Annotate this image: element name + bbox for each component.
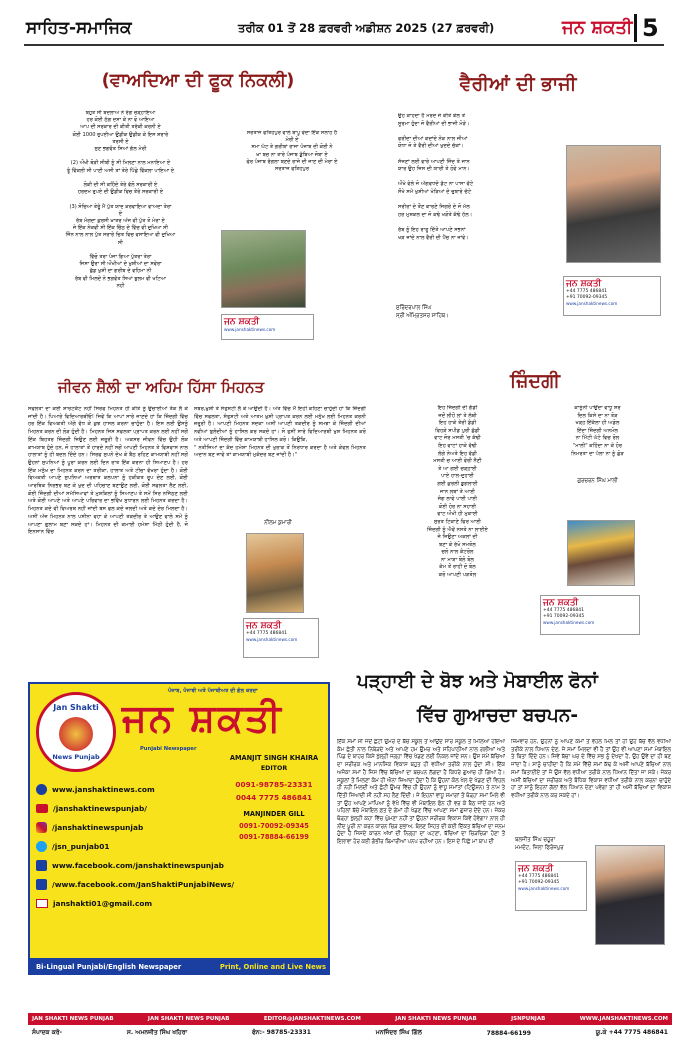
footer-editor-name: ਸ. ਅਮਨਜੀਤ ਸਿੰਘ ਖਹਿਰਾ <box>126 1029 188 1036</box>
logo-site: www.janshaktinews.com <box>566 301 618 306</box>
footer-contact-line <box>28 1027 672 1039</box>
footer-uk-phone: ਯੂ.ਕੇ +44 7775 486841 <box>595 1029 668 1036</box>
header-rule <box>24 44 664 46</box>
ad-tagline: ਪੰਜਾਬ, ਪੰਜਾਬੀ ਅਤੇ ਪੰਜਾਬੀਅਤ ਦੀ ਗੱਲ ਕਰਦਾ <box>168 688 258 694</box>
article-promises <box>28 60 368 366</box>
poem-author: ਸੁਰਿੰਦਰਪਾਲ ਸਿੰਘ ਸ੍ਰੀ ਅੰਮ੍ਰਿਤਸਰ ਸਾਹਿਬ। <box>396 305 449 319</box>
ad-logo-text-top: Jan Shakti <box>53 703 99 712</box>
article-title: ਜੀਵਨ ਸ਼ੈਲੀ ਦਾ ਅਹਿਮ ਹਿੱਸਾ ਮਿਹਨਤ <box>58 378 265 396</box>
article-author: ਨੀਲਮ ਕੁਮਾਰੀ <box>264 520 292 526</box>
article-enemies <box>368 60 668 360</box>
facebook-row-2[interactable] <box>36 875 276 894</box>
poem-author: ਗੁਰਚਰਨ ਸਿੰਘ ਮਾਲੀ <box>577 478 618 484</box>
logo-phone-1: +44 7775 486841 <box>246 631 287 636</box>
logo-brand: ਜਨ ਸ਼ਕਤੀ <box>566 279 602 289</box>
footer-manager-name: ਮਨਜਿੰਦਰ ਸਿੰਘ ਗਿੱਲ <box>375 1029 422 1036</box>
footer-email[interactable]: EDITOR@JANSHAKTINEWS.COM <box>263 1016 361 1022</box>
footer-social-bar <box>28 1013 672 1025</box>
youtube-row[interactable] <box>36 799 276 818</box>
instagram-link[interactable]: /janshaktinewspunjab <box>52 823 144 832</box>
footer-twitter[interactable]: JSNPUNJAB <box>511 1016 546 1022</box>
email-link[interactable]: janshakti01@gmail.com <box>53 899 153 908</box>
article-column-1: ਸਫਲਤਾ ਦਾ ਕੋਈ ਸ਼ਾਰਟਕੱਟ ਨਹੀਂ ਸਿਰਫ ਮਿਹਨਤ ਹੀ ਕੀਤੇ ਨੂੰ ਉਚਾਈਆਂ ਤੱਕ ਲੈ ਕੇ ਜਾਂਦੀ ਹੈ। ਪਿਆਰੇ ਵਿਦਿਆਰਥੀਓ! ਜਿਵੇਂ ਕਿ ਆਪਾਂ ਸਾਰੇ ਜਾਣਦੇ ਹਾਂ ਕਿ ਜ਼ਿੰਦਗੀ ਵਿੱਚ ਹਰ ਇੱਕ ਵਿਅਕਤੀ ਅੱਗੇ ਵੱਧ ਕੇ ਕੁਝ ਹਾਸਲ ਕਰਨਾ ਚਾਹੁੰਦਾ ਹੈ। ਇਸ ਲਈ ਉਸਨੂੰ ਮਿਹਨਤ ਕਰਨ ਦੀ ਲੋੜ ਹੁੰਦੀ ਹੈ। ਮਿਹਨਤ ਜਿਸ ਸਫਲਤਾ ਪ੍ਰਾਪਤ ਕਰਨ ਲਈ ਨਹੀਂ ਸਗੋਂ ਇੱਕ ਬਿਹਤਰ ਜ਼ਿੰਦਗੀ ਜਿਉਣ ਲਈ ਜ਼ਰੂਰੀ ਹੈ। ਅਕਸਰ ਜੀਵਨ ਵਿੱਚ ਉਹੀ ਲੋਕ ਕਾਮਯਾਬ ਹੁੰਦੇ ਹਨ, ਜੋ ਹਾਲਾਤਾਂ ਤੋਂ ਹਾਰਦੇ ਨਹੀਂ ਸਗੋਂ ਆਪਣੀ ਮਿਹਨਤ ਤੇ ਵਿਸ਼ਵਾਸ ਨਾਲ ਹਾਲਾਤਾਂ ਨੂੰ ਹੀ ਬਦਲ ਦਿੰਦੇ ਹਨ। ਸਿਰਫ ਸੁਪਨੇ ਦੇਖ ਕੇ ਬੈਠ ਰਹਿਣ ਕਾਮਯਾਬੀ ਨਹੀਂ ਸਗੋਂ ਉਹਨਾਂ ਸੁਪਨਿਆਂ ਨੂੰ ਪੂਰਾ ਕਰਨ ਲਈ ਦਿਨ ਰਾਤ ਇੱਕ ਕਰਨਾ ਹੀ ਸਿਆਣਪ ਹੈ। ਹਰ ਇੱਕ ਮਨੁੱਖ ਦਾ ਮਿਹਨਤ ਕਰਨ ਦਾ ਤਰੀਕਾ, ਹਾਲਾਤ ਅਤੇ ਟੀਚਾ ਵੱਖਰਾ ਹੁੰਦਾ ਹੈ। ਕੋਈ ਵਿਅਕਤੀ ਆਪਣੇ ਸੁਪਨਿਆਂ ਅਰਥਾਤ ਕਲਪਨਾ ਨੂੰ ਹਕੀਕਤ ਰੂਪ ਦੇਣ ਲਈ, ਕੋਈ ਆਰਥਿਕ ਨਿਰਭਰ ਬਣ ਕੇ ਖੁਦ ਦੀ ਪਹਿਚਾਣ ਬਣਾਉਣ ਲਈ, ਕੋਈ ਸਫਲਤਾ ਲੈਣ ਲਈ, ਕੋਈ ਜ਼ਿੰਦਗੀ ਦੀਆਂ ਸਮੱਸਿਆਵਾਂ ਤੇ ਮੁਸ਼ਕਿਲਾਂ ਨੂੰ ਸਿਆਣਪ ਤੇ ਸਮੇਂ ਸਿਰ ਨਜਿੱਠਣ ਲਈ ਅਤੇ ਕੋਈ ਆਪਣੇ ਅਤੇ ਆਪਣੇ ਪਰਿਵਾਰ ਦਾ ਭਵਿੱਖ ਸੁਧਾਰਨ ਲਈ ਮਿਹਨਤ ਕਰਦਾ ਹੈ। ਮਿਹਨਤ ਕਦੇ ਵੀ ਵਿਅਰਥ ਨਹੀਂ ਜਾਂਦੀ ਬਸ ਫਲ ਕਦੇ ਜਲਦੀ ਅਤੇ ਕਦੇ ਦੇਰ ਮਿਲਦਾ ਹੈ। ਅਸੀਂ ਅੱਜ ਮਿਹਨਤ ਨਾਲ ਪਸੀਨਾ ਵਹਾ ਕੇ ਆਪਣੀ ਤਕਦੀਰ ਤੇ ਆਉਣ ਵਾਲੇ ਸਮੇਂ ਨੂੰ ਆਪਣਾ ਗੁਲਾਮ ਬਣਾ ਸਕਦੇ ਹਾਂ। ਮਿਹਨਤ ਦੀ ਕਮਾਈ ਹਮੇਸ਼ਾ ਮਿੱਠੀ ਹੁੰਦੀ ਹੈ, ਜੋ ਇਨਸਾਨ ਵਿੱਚ <box>28 406 188 536</box>
newspaper-logo <box>243 618 319 658</box>
logo-site: www.janshaktinews.com <box>224 327 276 332</box>
page-number: 5 <box>634 14 659 42</box>
facebook-link-2[interactable]: /www.facebook.com/JanShaktiPunjabiNews/ <box>52 880 235 889</box>
poem-column-1: ਇਹ ਜ਼ਿੰਦਗੀ ਦੀ ਗੱਡੀ ਜਦੋਂ ਲੀਹੋਂ ਲਾਂ ਤੇ ਲੱਥੀ ਇਹ ਹਾਕੇ ਤੇਰੀ ਡੰਡੀ ਵਿਹੜੇ ਸਪੀਡ ਪੁਰੀ ਛੱਡੀ ਵਾਟ ਜੋਰ ਮਸਤੀ 'ਚ ਕੱਢੀ ਇਹ ਵਾਟਾਂ ਹਾਕੇ ਵੱਢੀ ਲੱਗੇ ਨੇਅਤੇ ਇਹ ਵੱਡੀ ਮਸਤੀ ਚ ਆਈ ਵੇਰੀ ਨੈਣੀ ਤੇ ਆ ਗਈ ਚੜ੍ਹਾਈ ਪਾਏ ਹਾਲ-ਦੁਹਾਈ ਗਈ ਕੁਰਲੀ ਡੁਗਲਾਈ ਜਾਨ ਲਬਾਂ ਤੇ ਆਈ ਜੰਗ ਲਾਵੇ ਪਾਈ ਪਾਈ ਕੋਈ ਹੋਰ ਨਾ ਸਹਾਈ ਵਾਟ ਔਖੀ ਹੀ ਮੁਕਾਈ ਸੁਰਤ ਟਿਕਾਣੇ ਫਿਰ ਆਈ ਜ਼ਿੰਦਗੀ ਨੂੰ ਐਵੇਂ ਨਸਤੇ ਨਾ ਲਾਈਏ ਜੇ ਜਿਉਣਾ ਅਕਲਾਂ ਦੀ ਬਣਾ ਕੇ ਰੱਖੋ ਸਮਤੋਲ ਚਲੋ ਨਾਲ ਕੰਟਰੋਲ ਨਾ ਮਾੜਾ ਬੋਲੋ ਬੋਲ ਕੰਮ ਤੋਂ ਰਾਹੀ ਦੋ ਬੋਲ ਕਰੋ ਆਪਣੀ ਪੜਤੋਲ <box>427 405 488 579</box>
ad-logo-text-bottom: News Punjab <box>52 753 100 761</box>
poem-column-1: ਬਹੁਤ ਸੀ ਬਦਲਾਅ ਨੇ ਰੰਗ ਚੜ੍ਹਾਇਆ ਹਰ ਕੋਈ ਠੱਗ ਦਸਾ ਕੇ ਨਾ ਵੋ ਆਇਆ ਆਪ ਦੀ ਸਰਕਾਰ ਦੀ ਕੀਤੀ ਤਰੱਕੀ ਕਰਨੀ ਏ ਕੋਈ 1000 ਰੁਪਈਆ ਉਡੀਕ ਉਡੀਕ ਕੇ ਇਸ ਸ਼ਰਾਰੇ ਤਰਸੀ ਏ ਸੁਣ ਭਗਵੰਤ ਸਿਆਂ ਗੱਲ ਮੇਰੀ (2) ਔਖੀ ਥੋੜੀ ਸੀਬੀ ਨੂੰ ਸੀ ਮਿਲਣਾ ਨਾਲ ਮਨਾਇਆ ਏ ਤੂੰ ਵਿੱਕਲੀ ਸੀ ਪਾਣੀ ਅਸੀ ਤਾਂ ਤੇਰੇ ਪਿੱਛੇ ਵਿੱਕਲਾ ਪਾਇਆ ਏ ਲੋਕੀ ਦੀ ਸੀ ਕਹਿੰਦੇ ਤੇਰੇ ਵੱਲੋ ਸਰਕਾਰੀ ਏ ਹਰਦਮ ਰੁਪਏ ਦੀ ਉਡੀਕ ਵਿਚ ਤੇਰੇ ਸਰਕਾਰੀ ਏ (3) ਸੋਚਿਆ ਤੇਰੂੰ ਮੈਂ ਪੁੱਤ ਯਾਦ ਕਰਵਾਇਆ ਵਾਅਦਾ ਤੇਰਾ ਏ ਰੱਬ ਮੰਗਦਾ ਕੁਰਸੀ ਖ਼ਾਤਰ ਅੱਜ ਵੀ ਪੁੱਤ ਤੋ ਮੇਰਾ ਏ ਜੇ ਇੱਕ ਨੇਕਵੀ ਸੀ ਇੱਕ ਚਿੱਠ ਦੇ ਵਿੱਚ ਵੀ ਦੁਖਿਆ ਸੀ ਜਿੰਨ ਨਾਲ ਨਾਲ ਪੁੱਤ ਸਰਾਰੇ ਚਿਤ ਵਿਚ ਵਸਾਇਆ ਵੀ ਦੁਖਿਆ ਸੀ ਵਿੱਚੋ ਤਰਾ ਪੰਜਾ ਗਿਆ ਪੁੱਤਰਾ ਤੇਰਾ ਜਿਸਾ ਉਰਾ ਸੀ ਔਖੀਆਂ ਦੇ ਖੁਸ਼ੀਆਂ ਦਾ ਸਵੇਰਾ ਛੱਡ ਖੁਸ਼ੀ ਦਾ ਗਰੀਬ ਦੇ ਵਹਿਮਾ ਨੀ ਰੱਬ ਵੀ ਮਿਲਦੇ ਨੇ ਭਗਵੰਤ ਸਿਆਂ ਝੁਲਮ ਵੀ ਖਟਿਆ ਨਹੀ <box>65 110 176 289</box>
logo-phone-2: +91 70092-09345 <box>566 295 608 300</box>
author-photo <box>246 533 304 613</box>
logo-brand: ਜਨ ਸ਼ਕਤੀ <box>224 317 260 327</box>
editor-phone-2: 0044 7775 486841 <box>235 793 313 802</box>
ad-footer-bar <box>30 958 330 975</box>
poem-column-2: ਕਾਨੂੰਨੀ ਪਾਉਂਦਾ ਵਾਧੂ ਸ਼ੋਰ ਦਿਲ ਕਿਸੇ ਦਾ ਨਾ ਤੋੜ ਖੜ੍ਹ ਇੱਕੱਲਾ ਹੀ ਅਡੋਲ ਇੱਦਾ ਜ਼ਿੰਦਗੀ ਅਨਮੋਲ ਨਾ ਮਿੱਟੀ ਘੱਟੇ ਵਿਚ ਰੋਲ "ਮਾਲੀ" ਕਹਿੰਦਾ ਨਾ ਕੇ ਹੋਰ ਨਿਮਰਤਾ ਦਾ ਪੱਲਾ ਨਾ ਨੂੰ ਛੋੜ <box>571 405 624 457</box>
youtube-icon <box>36 804 48 813</box>
twitter-link[interactable]: /jsn_punjab01 <box>52 842 110 851</box>
footer-manager-phone: 78884-66199 <box>486 1029 531 1037</box>
author-photo <box>567 520 635 586</box>
globe-icon <box>36 784 47 795</box>
header-brand: ਜਨ ਸ਼ਕਤੀ <box>562 17 633 38</box>
website-link[interactable]: www.janshaktinews.com <box>52 785 155 794</box>
manager-phone-1: 0091-70092-09345 <box>239 822 309 830</box>
facebook-icon <box>36 860 47 871</box>
article-title: (ਵਾਅਦਿਆ ਦੀ ਫੂਕ ਨਿਕਲੀ) <box>101 70 295 91</box>
logo-phone-2: +91 70092-09345 <box>518 880 560 885</box>
page-header <box>0 0 687 46</box>
article-column-2: ਜ਼ਿੰਮੇਵਾਰ ਹਨ, ਉਹਨਾਂ ਨੂੰ ਆਪਣੇ ਕੰਮਾਂ ਤੋਂ ਵੇਹਲ ਮਿਲੇ ਤਾਂ ਹੀ ਉਹ ਬੱਚੇ ਵੱਲ ਵਧੀਆ ਤਰੀਕੇ ਨਾਲ ਧਿਆਨ ਦੇਣ, ਜੇ ਸਮਾਂ ਮਿਲਦਾ ਵੀ ਹੈ ਤਾਂ ਉਹ ਵੀ ਆਪਣਾ ਸਮਾਂ ਮੋਬਾਇਲ ਤੇ ਬਿਤਾ ਦਿੰਦੇ ਹਨ। ਜਿਵੇਂ ਬੱਚਾ ਘਰ ਦੇ ਵਿੱਚ ਸਭ ਨੂੰ ਦੇਖਦਾ ਹੈ, ਉਹ ਉਵੇਂ ਦਾ ਹੀ ਬਣ ਜਾਂਦਾ ਹੈ। ਸਾਨੂੰ ਚਾਹੀਦਾ ਹੈ ਕਿ ਸਮੇਂ ਵਿੱਚੋਂ ਸਮਾਂ ਕੱਢ ਕੇ ਅਸੀਂ ਆਪਣੇ ਬੱਚਿਆਂ ਨਾਲ ਸਮਾਂ ਬਿਤਾਈਏ ਤਾਂ ਜੋ ਉਸ ਵੱਲ ਵਧੀਆ ਤਰੀਕੇ ਨਾਲ ਧਿਆਨ ਦਿੱਤਾ ਜਾ ਸਕੇ। ਜੇਕਰ ਅਸੀਂ ਬੱਚਿਆਂ ਦਾ ਸਰੀਰਕ ਅਤੇ ਬੌਧਿਕ ਵਿਕਾਸ ਵਧੀਆਂ ਤਰੀਕੇ ਨਾਲ ਕਰਨਾ ਚਾਹੁੰਦੇ ਹਾਂ ਤਾਂ ਸਾਨੂੰ ਇਹਨਾਂ ਗੱਲਾਂ ਵੱਲ ਧਿਆਨ ਦੇਣਾ ਪਵੇਗਾ ਤਾਂ ਹੀ ਅਸੀਂ ਬੱਚਿਆਂ ਦਾ ਵਿਕਾਸ ਵਧੀਆਂ ਤਰੀਕੇ ਨਾਲ ਕਰ ਸਕਦੇ ਹਾਂ। <box>511 739 671 799</box>
logo-brand: ਜਨ ਸ਼ਕਤੀ <box>246 621 282 631</box>
ad-footer-right: Print, Online and Live News <box>219 962 326 971</box>
facebook-icon <box>36 879 47 890</box>
logo-phone-1: +44 7775 486841 <box>566 289 607 294</box>
manager-name: MANJINDER GILL <box>243 810 305 818</box>
logo-site: www.janshaktinews.com <box>543 620 595 625</box>
poem-column-2: ਸਰਤਾਜ ਫਤਿਹਪੁਰ ਵਾਲੇ ਬਾਪੂ ਵੇਦਾ ਇੱਕ ਸਲਾਹ ਹੈ ਮੇਰੀ ਏ ਸਮਾ ਘੱਟ ਤੇ ਗਰੀਬਾਂ ਰਾਜਾ ਪੰਜਾਬ ਦੀ ਕੋਈ ਨੇ ਖ਼ਾ ਬਚ ਨਾ ਤਾਰੇ ਪੰਜਾਬ ਡੁੱਬਿਆ ਜੋਬਾ ਏ ਫੇਰ ਪੰਜਾਬ ਰੰਗਲਾ ਬਣਦੇ ਰਾਜੇ ਦੀ ਜਾਣ ਦੀ ਮੇਰਾ ਏ ਸਰਤਾਜ ਫਤਿਹਪੁਰ <box>246 130 338 173</box>
headline-line-2: ਵਿੱਚ ਗੁਆਚਦਾ ਬਚਪਨ- <box>417 705 579 726</box>
twitter-row[interactable] <box>36 837 276 856</box>
article-life <box>375 360 675 660</box>
manager-phone-2: 0091-78884-66199 <box>239 833 309 841</box>
logo-site: www.janshaktinews.com <box>518 886 570 891</box>
article-childhood <box>337 665 672 975</box>
editor-name: AMANJIT SINGH KHAIRA <box>229 754 319 762</box>
article-column-1: ਇੱਕ ਸਮਾਂ ਸੀ ਜਦੋਂ ਛੋਟੀ ਉਮਰ ਦੇ ਬੱਚੇ ਸਕੂਲ ਤੋਂ ਆਉਂਦ ਸਾਰ ਸਕੂਲ ਤੋਂ ਮਿਲਿਆ ਹੋਇਆ ਕੰਮ ਛੇਤੀ ਨਾਲ ਨਿਬੇੜਦੇ ਅਤੇ ਆਪਣੇ ਹਮ ਉਮਰ ਅਤੇ ਸਹਿਪਾਠੀਆਂ ਨਾਲ ਗਲੀਆਂ ਅਤੇ ਪਿੰਡ ਦੇ ਬਾਹਰ ਕਿਸੇ ਖੁੱਲ੍ਹੀ ਜਗ੍ਹਾ ਵਿੱਚ ਖੇਡਣ ਲਈ ਨਿਕਲ ਜਾਂਦੇ ਸਨ। ਉਸ ਸਮੇਂ ਬੱਚਿਆਂ ਦਾ ਸਰੀਰਕ ਅਤੇ ਮਾਨਸਿਕ ਵਿਕਾਸ ਬਹੁਤ ਹੀ ਵਧੀਆ ਤਰੀਕੇ ਨਾਲ ਹੁੰਦਾ ਸੀ। ਇੱਕ ਅਜੋਕਾ ਸਮਾਂ ਹੈ ਜਿਸ ਵਿੱਚ ਬੱਚਿਆਂ ਦਾ ਬਚਪਨ ਲੱਗਦਾ ਹੈ ਕਿਧਰੇ ਗੁਆਚ ਹੀ ਗਿਆ ਹੈ। ਸਕੂਲਾਂ ਤੋਂ ਮਿਲਣਾ ਕੰਮ ਹੀ ਐਨਾ ਜ਼ਿਆਦਾ ਹੁੰਦਾ ਹੈ ਕਿ ਉਹਨਾਂ ਕੋਲ ਖੇਲ ਦੇ ਖੇਡਣ ਦੀ ਵਿਹਲ ਹੀ ਨਹੀਂ ਮਿਲਦੀ ਅਤੇ ਛੋਟੀ ਉਮਰ ਵਿੱਚ ਹੀ ਉਹਨਾਂ ਨੂੰ ਵਾਧੂ ਸਮਾਂਤਾਂ (ਟਿਊਸ਼ਨ) ਤੇ ਨਾਮ ਤੇ ਦਿੱਤੀ ਜਿਆਦੀ ਸੀ ਨਹੀਂ ਸਹ ਲੈਣ ਦਿੰਦੀ। ਜੇ ਇਹਨਾਂ ਵਾਧੂ ਸਮਾਗਾਂ ਤੋਂ ਥੋੜ੍ਹਾ ਸਮਾਂ ਮਿਲੇ ਵੀ ਤਾਂ ਉਹ ਆਪਣੇ ਮਾਪਿਆਂ ਨੂੰ ਵੇਖੋ ਵਿੱਚ ਵੀ ਮੋਬਾਇਲ ਫੋਨ ਹੀ ਵਰ ਕੇ ਬੈਠ ਜਾਂਦੇ ਹਨ ਅਤੇ ਪਹਿਲਾਂ ਬੱਚੇ ਮੋਬਾਇਲ ਫ਼ਤ ਦੇ ਗੇਮਾਂ ਹੀ ਖੇਡਣ ਵਿੱਚ ਆਪਣਾ ਸਮਾਂ ਗੁਜ਼ਾਰ ਦੇਂਦੇ ਹਨ। ਜੇਕਰ ਥੋੜ੍ਹਾ ਖੁੱਲ੍ਹੀ ਕਹਾ ਵਿੱਚ ਘੁੰਮਣਾ ਨਹੀਂ ਤਾਂ ਉਹਨਾਂ ਸਰੀਰਕ ਵਿਕਾਸ ਕਿਵੇਂ ਹੋਵੇਗਾ? ਨਾਲ ਹੀ ਨੀਂਦ ਪੂਰੀ ਨਾ ਕਰਨ ਕਾਰਨ ਚਿੜ ਸੁਭਾਅ, ਬੋਲਣ ਸਿਹਤ ਦੀ ਕਈ ਦਿੱਕਤ ਬੱਚਿਆਂ ਦਾ ਜਨਮ ਹੁੰਦਾ ਹੈ ਜਿਸਦੇ ਕਾਰਨ ਅੱਖਾਂ ਦੀ ਨਿਗ੍ਹਾ ਦਾ ਘਟਣਾ, ਬੱਚਿਆਂ ਦਾ ਚਿੜਚਿੜਾ ਹੋਣਾ ਤੋਂ ਇਲਾਵਾ ਹੋਰ ਕਈ ਗੰਭੀਰ ਬਿਮਾਰੀਆਂ ਪਨਪ ਰਹੀਆਂ ਹਨ। ਇਸ ਦੇ ਪਿੱਛੇ ਮਾਂ ਬਾਪ ਦੀ <box>337 739 505 846</box>
article-column-2: ਸਬਰ,ਖ਼ੁਸ਼ੀ ਤੇ ਸੰਤੁਸ਼ਟੀ ਲੈ ਕੇ ਆਉਂਦੀ ਹੈ। ਅੰਤ ਵਿੱਚ ਮੈਂ ਇਹੀ ਕਹਿਣਾ ਚਾਹੁੰਦੀ ਹਾਂ ਕਿ ਜ਼ਿੰਦਗੀ ਵਿੱਚ ਸਫਲਤਾ, ਸੰਤੁਸ਼ਟੀ ਅਤੇ ਆਤਮ ਖ਼ੁਸ਼ੀ ਪ੍ਰਾਪਤ ਕਰਨ ਲਈ ਮਨੁੱਖ ਲਈ ਮਿਹਨਤ ਕਰਨੀ ਜ਼ਰੂਰੀ ਹੈ। ਆਪਣੀ ਮਿਹਨਤ ਸਦਕਾ ਅਸੀਂ ਆਪਣੀ ਤਕਦੀਰ ਨੂੰ ਸਮਝਾ ਕੇ ਜ਼ਿੰਦਗੀ ਦੀਆਂ ਨਵੀਆਂ ਬੁਲੰਦੀਆਂ ਨੂੰ ਹਾਸਿਲ ਕਰ ਸਕਦੇ ਹਾਂ। ਸੋ ਤੁਸੀਂ ਸਾਰੇ ਵਿਦਿਆਰਥੀ ਖੁਸ਼ ਮਿਹਨਤ ਕਰੋ ਅਤੇ ਆਪਣੀ ਜ਼ਿੰਦਗੀ ਵਿੱਚ ਕਾਮਯਾਬੀ ਹਾਸਿਲ ਕਰੋ। ਕਿਉਂਕਿ, " ਨਤੀਜਿਆਂ ਦਾ ਕੱਦ ਹਮੇਸ਼ਾ ਮਿਹਨਤ ਦੀ ਖੁਰਾਕ ਤੋਂ ਨਿਰਧਾਰ ਕਰਦਾ ਹੈ ਅਤੇ ਕੇਵਲ ਮਿਹਨਤ ਅਦਾਨ ਬਣ ਜਾਵੇ ਤਾਂ ਕਾਮਯਾਬੀ ਮੁਕੱਦਰ ਬਣ ਜਾਂਦੀ ਹੈ।" <box>194 406 366 459</box>
footer-editor-phone: ਫੋਨ:- 98785-23331 <box>252 1029 311 1036</box>
author-photo <box>566 145 661 263</box>
logo-site: www.janshaktinews.com <box>246 637 298 642</box>
article-hard-work <box>28 370 368 670</box>
facebook-row-1[interactable] <box>36 856 276 875</box>
website-row[interactable] <box>36 780 276 799</box>
twitter-icon <box>36 841 47 852</box>
ad-logo-figure <box>59 717 93 751</box>
instagram-row[interactable] <box>36 818 276 837</box>
headline-line-1: ਪੜ੍ਹਾਈ ਦੇ ਬੋਝ ਅਤੇ ਮੋਬਾਈਲ ਫੋਨਾਂ <box>357 671 598 692</box>
ad-footer-left: Bi-Lingual Punjabi/English Newspaper <box>36 962 182 971</box>
footer-facebook[interactable]: JAN SHAKTI NEWS PUNJAB <box>32 1016 114 1022</box>
footer-youtube[interactable]: JAN SHAKTI NEWS PUNJAB <box>395 1016 477 1022</box>
author-photo <box>221 230 306 308</box>
section-label: ਸਾਹਿਤ-ਸਮਾਜਿਕ <box>26 18 132 38</box>
poem-body: ਉਹ ਕਾਹਦਾ ਹੈ ਮਰਦ ਜੇ ਕੀਤੇ ਕੌਲ ਤੋਂ ਸੂਰਮਾ ਹੁੰਦਾ ਜੋ ਵੈਰੀਆਂ ਦੀ ਭਾਜੀ ਮੋੜੇ। ਫਰੀਦਾ ਦੀਆਂ ਕਦਾਂਦੇ ਨੇਕ ਨਾਲ ਜੀਆਂ ਯੋਧਾ ਜੋ ਤੇ ਵੈਰੀ ਦੀਆਂ ਖੁਦਦੇ ਚੱਕਾਂ। ਸੱਜਣਾਂ ਲਈ ਵਾਰੇ ਆਪਣੀ ਜਿੰਦ ਤੇ ਜਾਨ ਯਾਰ ਉਹ ਜਿਸ ਦੀ ਯਾਰੀ ਤੇ ਹੋਵੇ ਮਾਨ। ਔਖੇ ਵੇਲੇ ਜੋ ਅੱਗਵਧਦੇ ਡੱਟ ਨਾ ਪਾਸਾ ਵੱਟੇ ਸੌਖੇ ਸਮੇਂ ਖੁਸ਼ੀਆਂ ਖੇੜਿਆਂ ਦੇ ਚੁਬਾਰੇ ਚੱਟੇ ਸਰੀਰਾਂ ਦੇ ਤੌਣ ਕਾਰਣੇ ਜਿਗਰੇ ਦੇ ਜੋ ਮੱਲ ਹਰ ਮੁਸ਼ਕਲ ਦਾ ਜੋ ਕਢੇ ਖੜੋਤੇ ਕੱਢੇ ਹੱਲ। ਰੱਬ ਨੂੰ ਇਹ ਰਾਤੂ ਦਿੱਤੇ ਆਪਣੇ ਸਭਨਾਂ ਖੜ ਜਾਂਦੇ ਨਾਲ ਵੈਰੀ ਦੀ ਪੈਂਚ ਨਾ ਜਾਂਵੇ। <box>398 113 474 241</box>
footer-facebook-2[interactable]: JAN SHAKTI NEWS PUNJAB <box>147 1016 230 1022</box>
logo-phone-1: +44 7775 486841 <box>543 608 584 613</box>
footer-website[interactable]: WWW.JANSHAKTINEWS.COM <box>579 1016 668 1022</box>
instagram-icon <box>36 822 47 833</box>
newspaper-logo <box>515 861 587 911</box>
article-title: ਵੈਰੀਆਂ ਦੀ ਭਾਜੀ <box>459 73 577 95</box>
footer-editor-label: ਸੰਪਾਦਕ ਕਰੋ- <box>32 1029 63 1036</box>
page-footer <box>28 1013 672 1041</box>
ad-logo-circle <box>36 692 116 772</box>
logo-phone-1: +44 7775 486841 <box>518 874 559 879</box>
newspaper-logo <box>221 314 314 340</box>
email-row[interactable] <box>36 894 276 913</box>
ad-contact-list <box>36 780 276 913</box>
logo-brand: ਜਨ ਸ਼ਕਤੀ <box>543 598 579 608</box>
date-line: ਤਰੀਕ 01 ਤੋਂ 28 ਫ਼ਰਵਰੀ ਅਡੀਸ਼ਨ 2025 (27 ਫ਼ਰਵਰੀ) <box>238 21 495 35</box>
newspaper-logo <box>563 276 661 316</box>
editor-title: EDITOR <box>260 765 288 772</box>
article-author: ਬਲਜੀਤ ਸਿੰਘ ਚਹੂਰਾ ਮਮਦੋਟ, ਜ਼ਿਲਾ ਫਿਰੋਜ਼ਪੁਰ <box>515 837 564 851</box>
article-title: ਜ਼ਿੰਦਗੀ <box>509 370 561 392</box>
author-photo <box>595 845 665 945</box>
youtube-link[interactable]: /janshaktinewspunjab/ <box>53 804 147 813</box>
facebook-link-1[interactable]: www.facebook.com/janshaktinewspunjab <box>52 861 224 870</box>
newspaper-logo <box>540 595 640 635</box>
logo-brand: ਜਨ ਸ਼ਕਤੀ <box>518 864 554 874</box>
ad-brand: ਜਨ ਸ਼ਕਤੀ <box>122 696 283 740</box>
jan-shakti-advertisement <box>28 682 330 975</box>
email-icon <box>36 899 48 908</box>
editor-phone-1: 0091-98785-23331 <box>235 780 313 789</box>
logo-phone-2: +91 70092-09345 <box>543 614 585 619</box>
ad-brand-sub: Punjabi Newspaper <box>140 746 197 752</box>
